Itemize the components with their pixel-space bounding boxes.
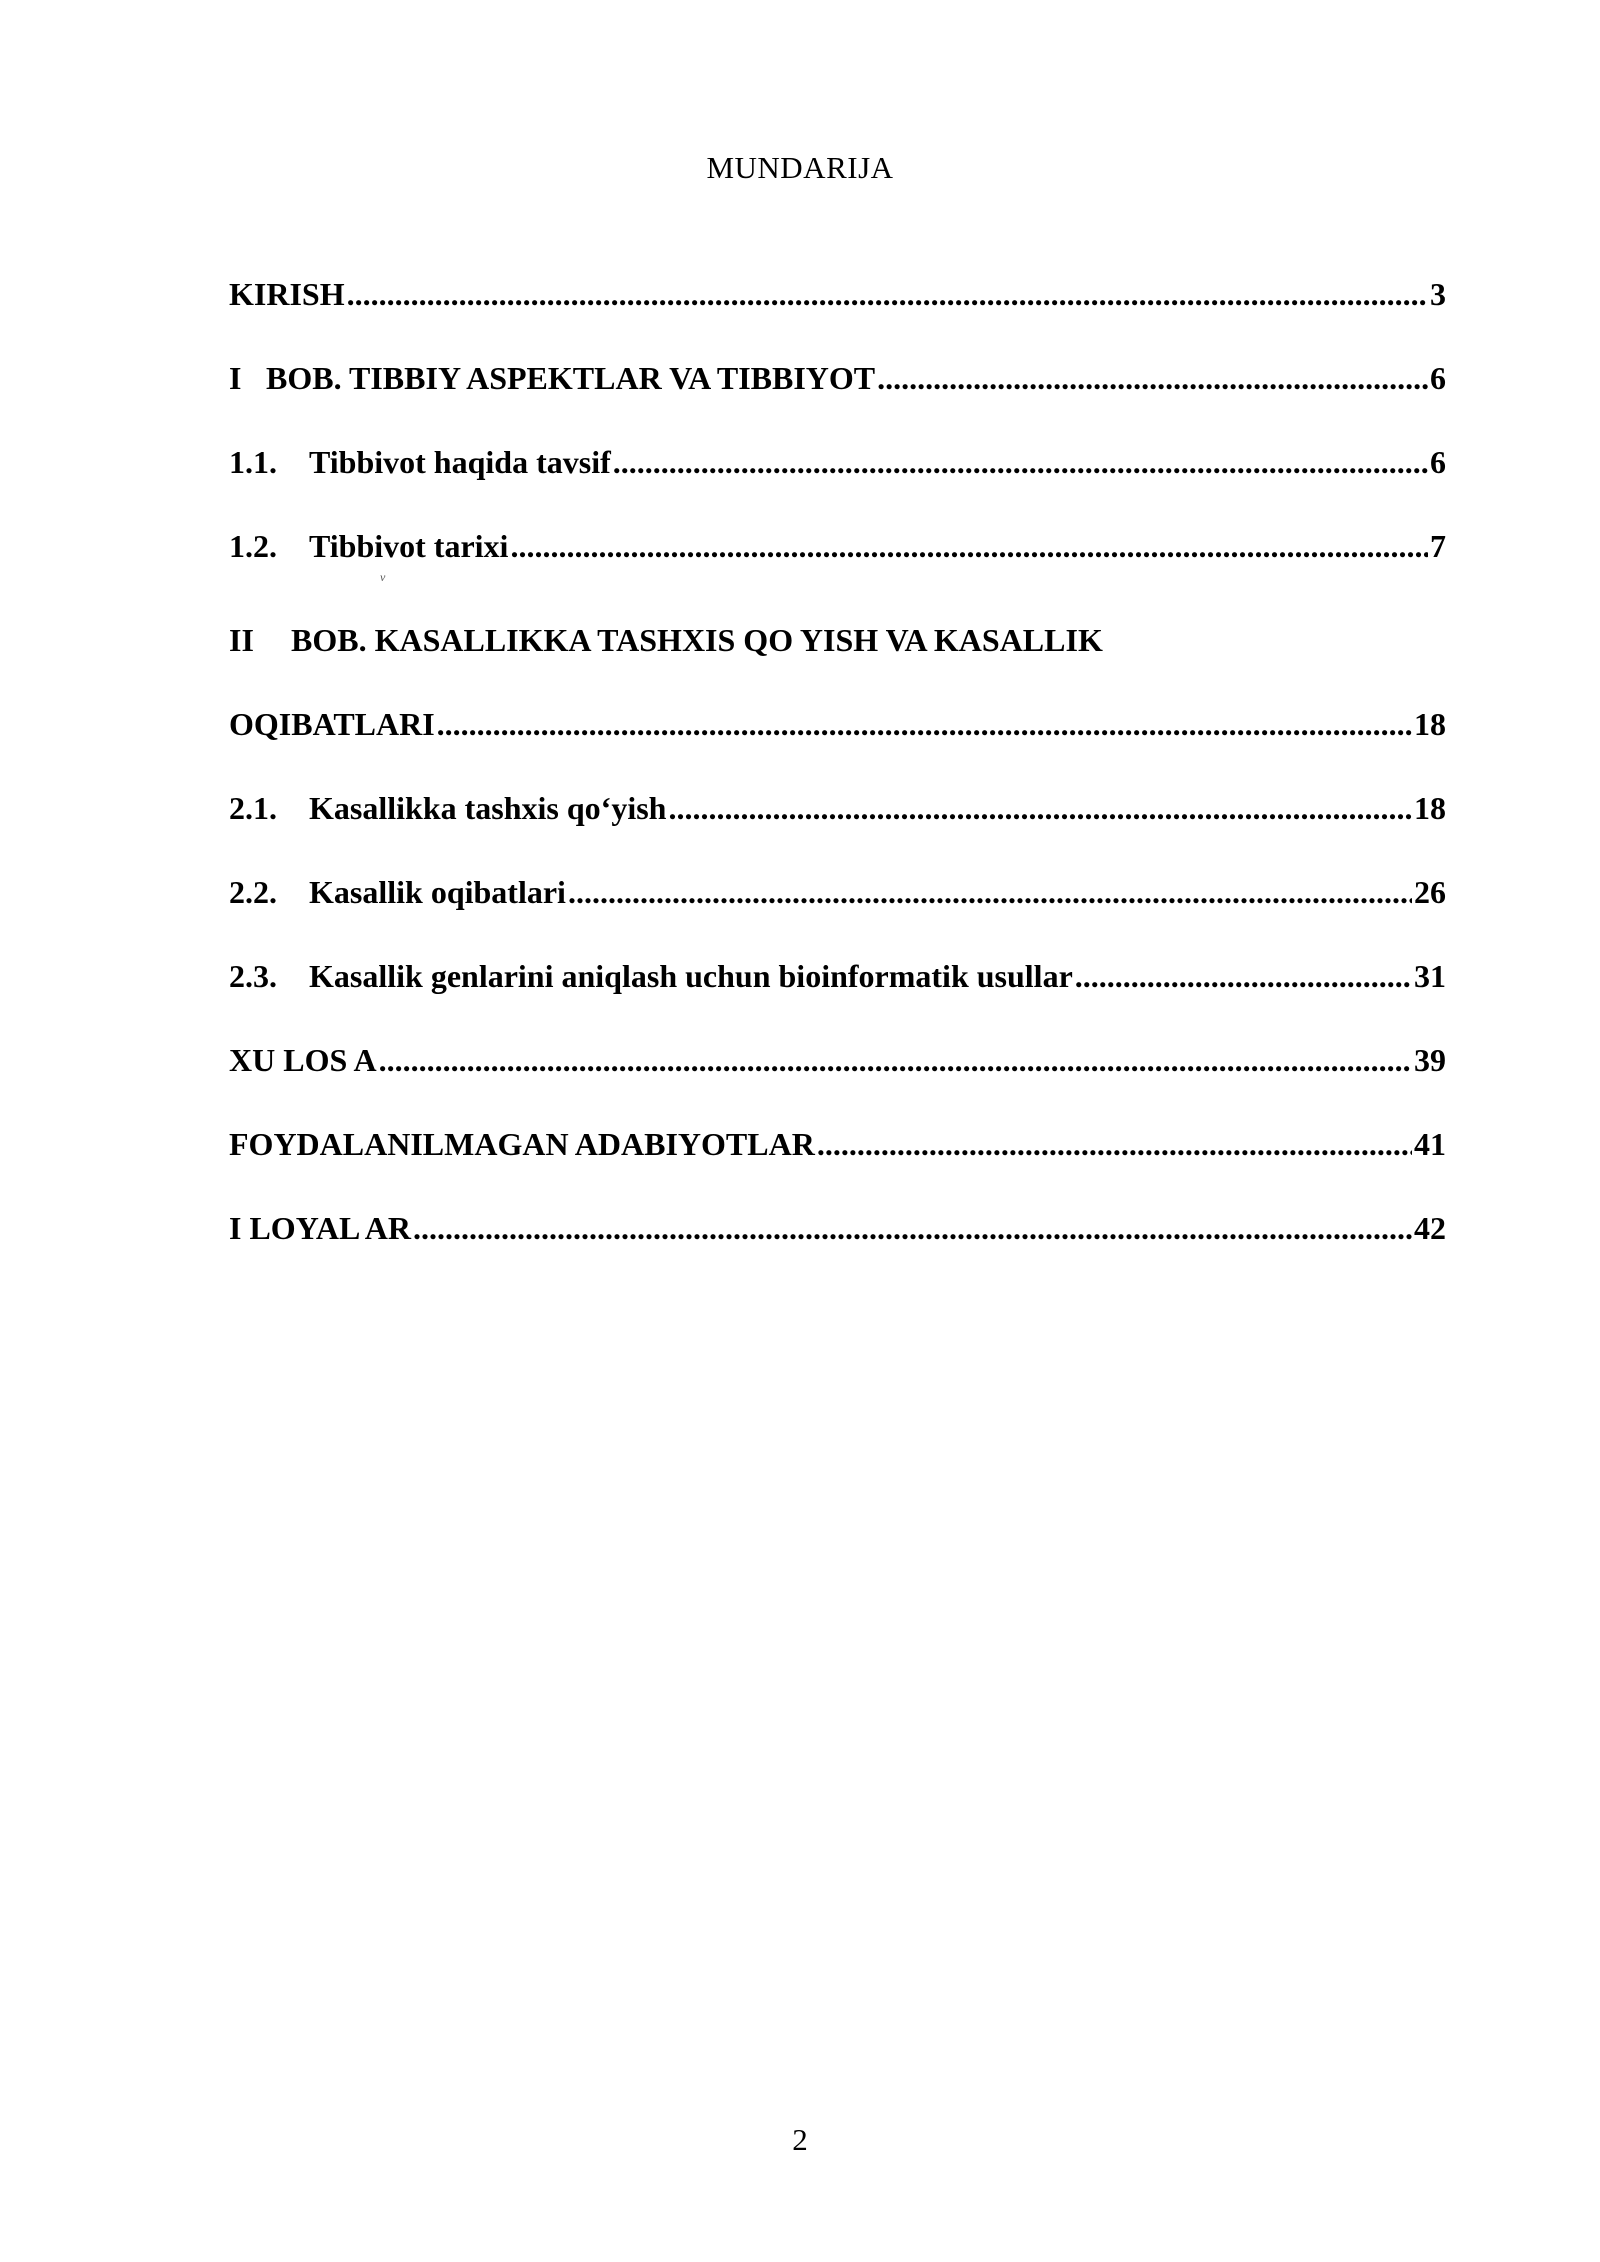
toc-entry-page: 26 [1414, 874, 1446, 910]
toc-entry-label: XU LOS A [229, 1042, 377, 1078]
toc-entry-xulosa[interactable] [229, 1036, 1446, 1080]
toc-entry-label: Tibbivot tarixi [309, 528, 509, 564]
toc-entry-label: BOB. KASALLIKKA TASHXIS QO YISH VA KASALLIK [291, 622, 1103, 658]
dot-leader [379, 1040, 1412, 1080]
document-title: MUNDARIJA [706, 150, 894, 185]
toc-entry-label: Kasallik genlarini aniqlash uchun bioinformatik usullar [309, 958, 1073, 994]
toc-entry-page: 6 [1430, 360, 1446, 396]
toc-entry-number: I [229, 360, 242, 396]
dot-leader [817, 1124, 1412, 1164]
dot-leader [413, 1208, 1412, 1248]
dot-leader [668, 788, 1412, 828]
stray-mark: v [380, 570, 386, 584]
toc-entry-appendix[interactable] [229, 1204, 1446, 1248]
toc-entry-label: BOB. TIBBIY ASPEKTLAR VA TIBBIYOT [266, 360, 876, 396]
toc-entry-2-3[interactable] [229, 952, 1446, 996]
toc-entry-page: 31 [1414, 958, 1446, 994]
toc-entry-page: 18 [1414, 706, 1446, 742]
toc-entry-label: Tibbivot haqida tavsif [309, 444, 611, 480]
toc-entry-chapter-2-continued[interactable] [229, 700, 1446, 744]
toc-entry-label: OQIBATLARI [229, 706, 435, 742]
toc-entry-page: 3 [1430, 276, 1446, 312]
dot-leader [1075, 956, 1412, 996]
toc-entry-label: I LOYAL AR [229, 1210, 411, 1246]
toc-entry-number: 1.1. [229, 444, 277, 480]
toc-entry-1-2[interactable] [229, 522, 1446, 566]
toc-entry-label: FOYDALANILMAGAN ADABIYOTLAR [229, 1126, 815, 1162]
toc-entry-page: 7 [1430, 528, 1446, 564]
toc-entry-page: 39 [1414, 1042, 1446, 1078]
toc-entry-label: Kasallikka tashxis qo‘yish [309, 790, 667, 826]
dot-leader [568, 872, 1412, 912]
toc-entry-number: 2.1. [229, 790, 277, 826]
toc-entry-2-2[interactable] [229, 868, 1446, 912]
dot-leader [613, 442, 1428, 482]
toc-entry-number: II [229, 622, 254, 658]
toc-entry-page: 6 [1430, 444, 1446, 480]
dot-leader [437, 704, 1412, 744]
toc-entry-label: KIRISH [229, 276, 345, 312]
toc-entry-number: 2.3. [229, 958, 277, 994]
toc-entry-number: 1.2. [229, 528, 277, 564]
toc-entry-page: 42 [1414, 1210, 1446, 1246]
page-number: 2 [792, 2122, 808, 2157]
dot-leader [877, 358, 1428, 398]
toc-entry-1-1[interactable] [229, 438, 1446, 482]
toc-entry-2-1[interactable] [229, 784, 1446, 828]
toc-entry-references[interactable] [229, 1120, 1446, 1164]
dot-leader [347, 274, 1428, 314]
toc-entry-chapter-1[interactable] [229, 354, 1446, 398]
dot-leader [510, 526, 1428, 566]
toc-entry-number: 2.2. [229, 874, 277, 910]
toc-entry-label: Kasallik oqibatlari [309, 874, 566, 910]
toc-entry-chapter-2[interactable] [229, 616, 1446, 660]
toc-entry-page: 18 [1414, 790, 1446, 826]
toc-entry-kirish[interactable] [229, 270, 1446, 314]
toc-entry-page: 41 [1414, 1126, 1446, 1162]
